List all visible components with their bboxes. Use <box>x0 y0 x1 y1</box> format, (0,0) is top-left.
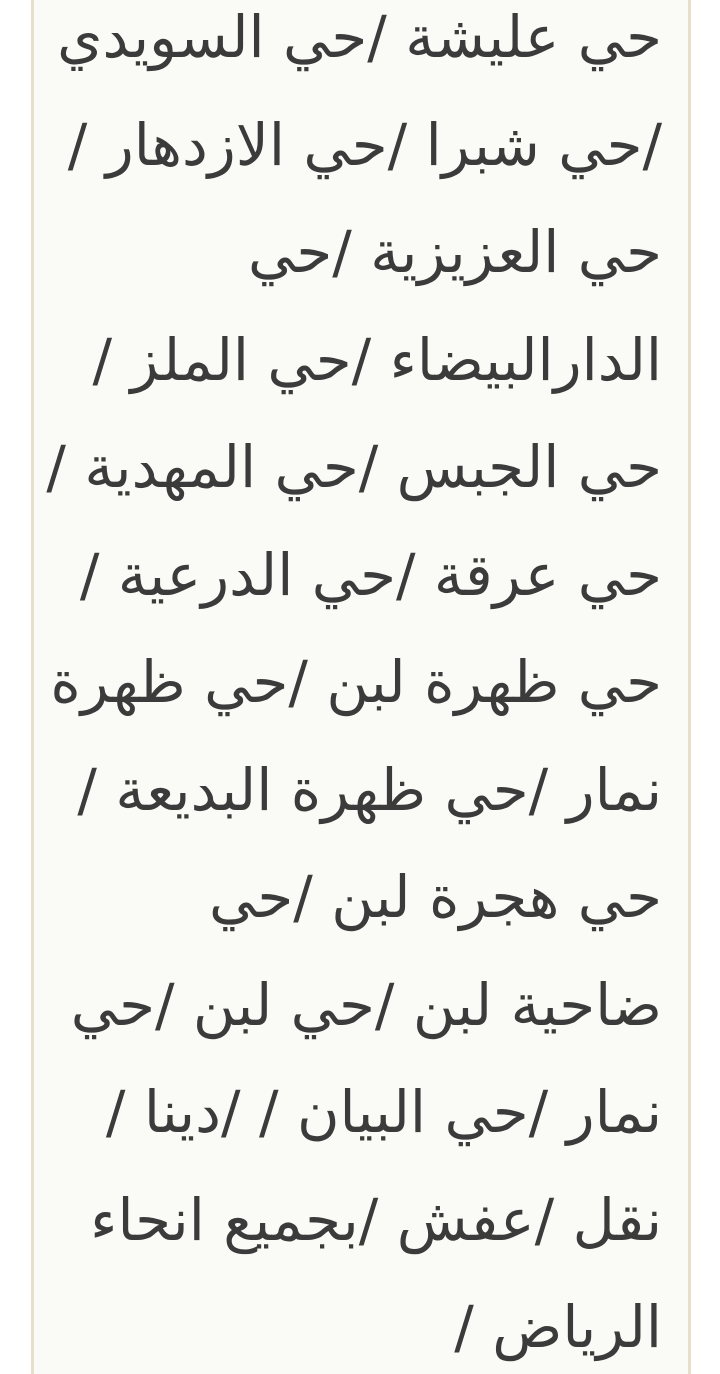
text-line: نمار /حي البيان / /دينا / <box>105 1078 662 1146</box>
text-line: الرياض / <box>454 1293 662 1361</box>
text-line: نمار /حي ظهرة البديعة / <box>77 755 662 824</box>
text-line: ضاحية لبن /حي لبن /حي <box>70 970 662 1039</box>
arabic-description-text <box>34 0 688 1374</box>
text-line: حي عرقة /حي الدرعية / <box>79 540 662 609</box>
listing-text-card <box>31 0 691 1374</box>
text-line: حي عليشة /حي السويدي <box>57 3 662 71</box>
text-line: الدارالبيضاء /حي الملز / <box>92 325 662 394</box>
text-line: حي العزيزية /حي <box>248 218 662 286</box>
text-line: حي هجرة لبن /حي <box>209 863 662 931</box>
text-line: /حي شبرا /حي الازدهار / <box>67 110 662 179</box>
text-line: نقل /عفش /بجميع انحاء <box>90 1185 662 1254</box>
text-line: حي ظهرة لبن /حي ظهرة <box>50 648 662 716</box>
text-line: حي الجبس /حي المهدية / <box>46 433 662 501</box>
